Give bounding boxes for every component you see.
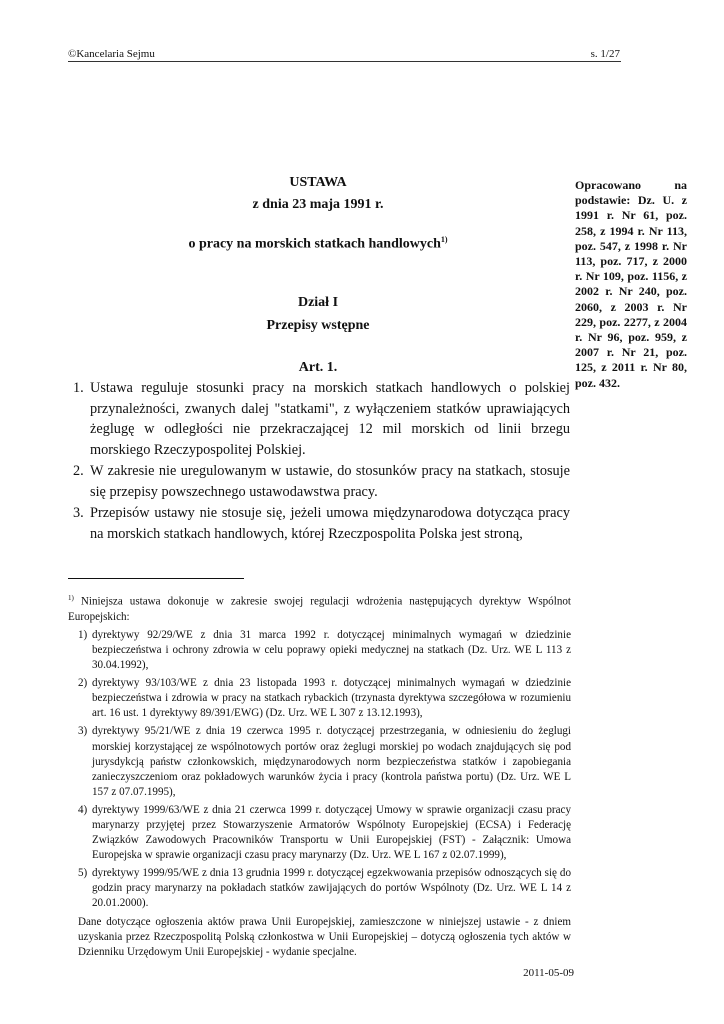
footnote-ref[interactable]: 1) [440, 235, 448, 244]
footnotes [68, 591, 571, 960]
paragraph [73, 378, 570, 460]
footnote-item [78, 724, 571, 799]
header-rule [68, 61, 621, 62]
paragraph-text: Przepisów ustawy nie stosuje się, jeżeli umowa międzynarodowa dotycząca pracy na morskich statkach handlowych, której Rzeczpospolita Polska jest stroną, [90, 505, 570, 542]
page-number: s. 1/27 [590, 48, 620, 60]
article-heading: Art. 1. [298, 360, 338, 375]
side-note: Opracowano na podstawie: Dz. U. z 1991 r. Nr 61, poz. 258, z 1994 r. Nr 113, poz. 547, z 1998 r. Nr 113, poz. 717, z 2000 r. Nr 109, poz. 1156, z 2002 r. Nr 240, poz. 2060, z 2003 r. Nr 229, poz. 2277, z 2004 r. Nr 96, poz. 959, z 2007 r. Nr 21, poz. 125, z 2011 r. Nr 80, poz. 432. [575, 178, 687, 390]
page-header-left: ©Kancelaria Sejmu [68, 48, 155, 60]
article-paragraphs [73, 378, 570, 545]
footnote-item [78, 628, 571, 673]
footnote-item-text: dyrektywy 95/21/WE z dnia 19 czerwca 1995 r. dotyczącej przestrzegania, w odniesieniu do żeglugi morskiej korzystającej ze wspólnotowych portów oraz żeglugi morskiej po wodach znajdujących się pod jurysdykcją państw członkowskich, międzynarodowych norm bezpieczeństwa statków i zapobiegania zanieczyszczeniom oraz pokładowych warunków życia i pracy (kontrola państwa portu) (Dz. Urz. WE L 157 z 07.07.1995), [92, 725, 571, 798]
footnote-item-text: dyrektywy 93/103/WE z dnia 23 listopada 1993 r. dotyczącej minimalnych wymagań w dziedzinie bezpieczeństwa i zdrowia w pracy na statkach rybackich (trzynasta dyrektywa szczegółowa w rozumieniu art. 16 ust. 1 dyrektywy 89/391/EWG) (Dz. Urz. WE L 307 z 13.12.1993), [92, 677, 571, 720]
footnote-item-number: 4) [78, 803, 88, 816]
section-name: Dział I [297, 295, 339, 310]
act-title-text: o pracy na morskich statkach handlowych [188, 236, 441, 252]
footnote-item-text: dyrektywy 92/29/WE z dnia 31 marca 1992 r. dotyczącej minimalnych wymagań w dziedzinie bezpieczeństwa i ochrony zdrowia w celu poprawy opieki medycznej na statkach (Dz. Urz. WE L 113 z 30.04.1992), [92, 628, 571, 672]
footnote-marker: 1) [68, 594, 74, 602]
paragraph-number: 1. [73, 380, 84, 396]
footer-date: 2011-05-09 [523, 967, 574, 979]
paragraph-number: 3. [73, 505, 84, 521]
footnote-item-number: 3) [78, 725, 88, 738]
footnote-item-text: dyrektywy 1999/95/WE z dnia 13 grudnia 1999 r. dotyczącej egzekwowania przepisów odnoszących się do godzin pracy marynarzy na pokładach statków zawijających do portów Wspólnoty (Dz. Urz. WE L 14 z 20.01.2000). [92, 867, 571, 910]
footnote-item-number: 5) [78, 867, 88, 880]
paragraph-number: 2. [73, 463, 84, 479]
footnote-rule [68, 578, 244, 579]
footnote-item [78, 866, 571, 911]
footnote-item [78, 803, 571, 863]
footnote-intro-text: Niniejsza ustawa dokonuje w zakresie swojej regulacji wdrożenia następujących dyrektyw Wspólnot Europejskich: [68, 595, 571, 623]
act-date: z dnia 23 maja 1991 r. [252, 197, 384, 212]
act-title [68, 235, 568, 253]
paragraph-text: Ustawa reguluje stosunki pracy na morskich statkach handlowych o polskiej przynależności, zwanych dalej "statkami", z wyłączeniem statków uprawiających żeglugę w odległości nie przekraczającej 12 mil morskich od linii brzegu morskiego Rzeczypospolitej Polskiej. [90, 380, 570, 458]
footnote-item-text: dyrektywy 1999/63/WE z dnia 21 czerwca 1999 r. dotyczącej Umowy w sprawie organizacji czasu pracy marynarzy przyjętej przez Stowarzyszenie Armatorów Wspólnoty Europejskiej (ECSA) i Federację Związków Zawodowych Pracowników Transportu w Unii Europejskiej (FST) - Załącznik: Umowa Europejska w sprawie organizacji czasu pracy marynarzy (Dz. Urz. WE L 167 z 02.07.1999), [92, 803, 571, 862]
footnote-item-number: 1) [78, 628, 88, 641]
paragraph-text: W zakresie nie uregulowanym w ustawie, do stosunków pracy na statkach, stosuje się przepisy powszechnego ustawodawstwa pracy. [90, 463, 570, 500]
footnote-closing: Dane dotyczące ogłoszenia aktów prawa Unii Europejskiej, zamieszczone w niniejszej ustawie - z dniem uzyskania przez Rzeczpospolitą Polską członkostwa w Unii Europejskiej – dotyczą ogłoszenia tych aktów w Dzienniku Urzędowym Unii Europejskiej - wydanie specjalne. [78, 915, 571, 958]
paragraph [73, 461, 570, 502]
paragraph [73, 503, 570, 544]
section-title: Przepisy wstępne [266, 318, 370, 333]
footnote-intro [68, 591, 571, 625]
footnote-item-number: 2) [78, 677, 88, 690]
footnote-item [78, 676, 571, 721]
act-type: USTAWA [289, 175, 347, 190]
